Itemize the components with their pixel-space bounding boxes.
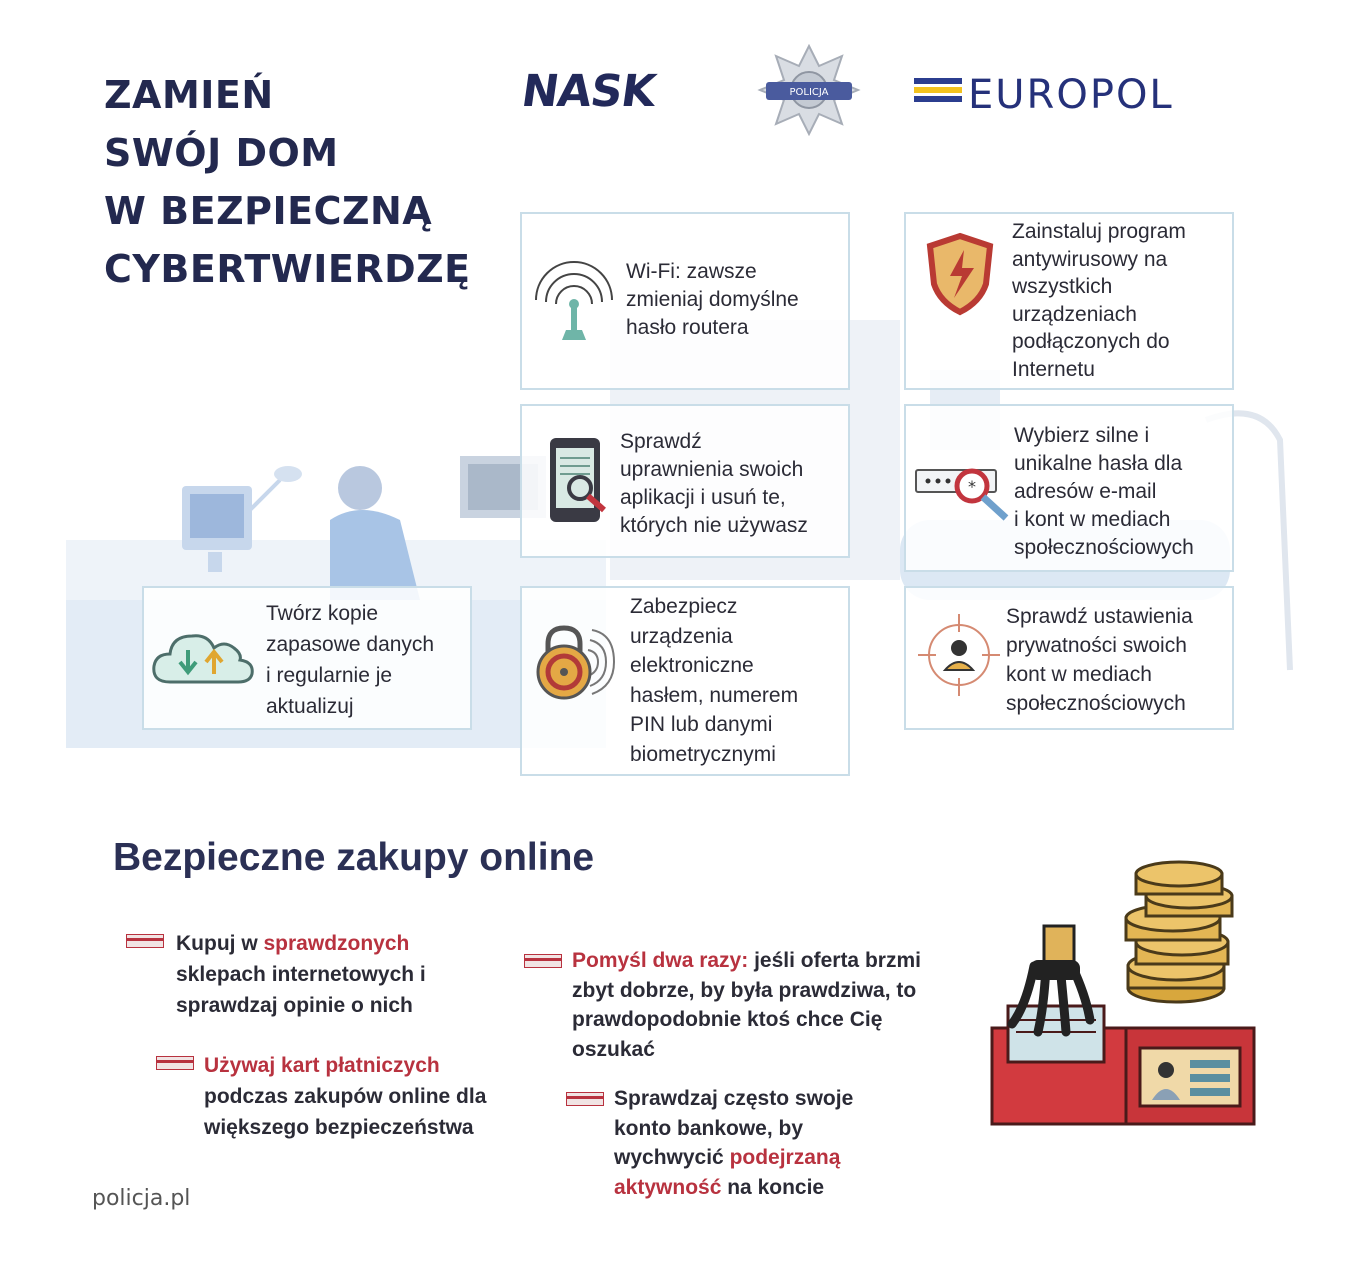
- card-passwords-line-1: Wybierz silne i: [1014, 424, 1150, 447]
- card-permissions-line-2: uprawnienia swoich: [620, 458, 804, 481]
- shopping-section-title: Bezpieczne zakupy online: [113, 836, 595, 879]
- tip-trusted-shops: [176, 928, 426, 1021]
- card-backup-line-4: aktualizuj: [266, 695, 354, 718]
- card-antivirus-line-3: wszystkich: [1012, 275, 1113, 298]
- password-search-icon: [914, 462, 1014, 526]
- target-user-icon: [916, 612, 1002, 698]
- tip-payment-cards: [204, 1050, 486, 1143]
- card-antivirus-line-2: antywirusowy na: [1012, 247, 1168, 271]
- tip4-line-1: Sprawdzaj często swoje: [614, 1087, 854, 1110]
- credit-card-icon: [126, 934, 164, 948]
- card-wifi-line-3: hasło routera: [626, 316, 749, 339]
- europol-logo: EUROPOL: [968, 72, 1174, 118]
- card-privacy-line-2: prywatności swoich: [1006, 634, 1187, 657]
- card-privacy: [904, 586, 1234, 730]
- tip3-line-2: zbyt dobrze, by była prawdziwa, to: [572, 978, 917, 1002]
- tip4-line-2: konto bankowe, by: [614, 1116, 804, 1140]
- card-antivirus-line-5: podłączonych do: [1012, 330, 1170, 353]
- tip1-highlight: sprawdzonych: [263, 932, 410, 955]
- card-passwords-line-3: adresów e-mail: [1014, 480, 1157, 503]
- wallet-coins-illustration: [986, 856, 1262, 1136]
- card-wifi: [520, 212, 850, 390]
- wifi-router-icon: [528, 258, 620, 348]
- tip4-post: na koncie: [721, 1175, 825, 1199]
- card-secure-line-1: Zabezpiecz: [630, 595, 738, 618]
- card-antivirus-line-6: Internetu: [1012, 357, 1095, 381]
- title-line-2: SWÓJ DOM: [104, 131, 339, 175]
- card-permissions-line-3: aplikacji i usuń te,: [620, 486, 786, 509]
- credit-card-icon: [566, 1092, 604, 1106]
- card-secure-line-6: biometrycznymi: [630, 742, 776, 766]
- title-line-1: ZAMIEŃ: [104, 73, 274, 117]
- card-passwords-line-5: społecznościowych: [1014, 536, 1194, 559]
- tip3-line-3: prawdopodobnie ktoś chce Cię: [572, 1008, 883, 1031]
- nask-logo: NASK: [518, 66, 659, 117]
- card-permissions-line-4: których nie używasz: [620, 514, 808, 537]
- tip4-prefix: wychwycić: [614, 1146, 730, 1169]
- card-privacy-line-3: kont w mediach: [1006, 663, 1152, 686]
- shield-icon: [924, 232, 996, 316]
- card-privacy-line-1: Sprawdź ustawienia: [1006, 605, 1193, 628]
- policja-badge-label: POLICJA: [789, 87, 829, 98]
- phone-magnifier-icon: [546, 434, 616, 530]
- footer-source: policja.pl: [92, 1186, 191, 1211]
- lock-fingerprint-icon: [530, 622, 620, 702]
- card-permissions-line-1: Sprawdź: [620, 430, 702, 453]
- card-passwords-line-2: unikalne hasła dla: [1014, 452, 1183, 475]
- svg-text:*: *: [968, 477, 976, 496]
- cloud-sync-icon: [150, 626, 256, 688]
- tip4-highlight-2: aktywność: [614, 1175, 722, 1199]
- card-antivirus-line-4: urządzeniach: [1012, 302, 1137, 326]
- card-secure-line-4: hasłem, numerem: [630, 683, 799, 707]
- card-wifi-line-1: Wi-Fi: zawsze: [626, 260, 757, 283]
- tip2-line-3: większego bezpieczeństwa: [204, 1116, 474, 1139]
- card-passwords: [904, 404, 1234, 572]
- card-antivirus-line-1: Zainstaluj program: [1012, 220, 1186, 243]
- tip-check-account: [614, 1084, 853, 1202]
- card-passwords-line-4: i kont w mediach: [1014, 508, 1171, 531]
- card-wifi-line-2: zmieniaj domyślne: [626, 288, 799, 311]
- card-secure-line-5: PIN lub danymi: [630, 713, 773, 736]
- coin-stack-icon: [1126, 862, 1232, 1002]
- card-secure-line-3: elektroniczne: [630, 654, 754, 677]
- title-line-4: CYBERTWIERDZĘ: [104, 247, 471, 291]
- card-permissions: [520, 404, 850, 558]
- main-title: [104, 66, 471, 298]
- tip3-post: jeśli oferta brzmi: [748, 949, 921, 972]
- credit-card-icon: [156, 1056, 194, 1070]
- card-backup-line-3: i regularnie je: [266, 664, 393, 687]
- title-line-3: W BEZPIECZNĄ: [104, 189, 433, 233]
- card-antivirus: [904, 212, 1234, 390]
- card-backup-line-1: Twórz kopie: [266, 602, 379, 625]
- card-backup-line-2: zapasowe danych: [266, 633, 435, 656]
- tip2-highlight: Używaj kart płatniczych: [204, 1054, 440, 1077]
- tip1-prefix: Kupuj w: [176, 932, 264, 955]
- tip3-highlight: Pomyśl dwa razy:: [572, 949, 749, 972]
- tip1-line-2: sklepach internetowych i: [176, 963, 426, 986]
- card-backup: [142, 586, 472, 730]
- tip3-line-4: oszukać: [572, 1037, 655, 1061]
- tip1-line-3: sprawdzaj opinie o nich: [176, 994, 413, 1017]
- credit-card-icon: [524, 954, 562, 968]
- card-secure-devices: [520, 586, 850, 776]
- card-secure-line-2: urządzenia: [630, 624, 733, 648]
- tip2-line-2: podczas zakupów online dla: [204, 1085, 487, 1108]
- card-privacy-line-4: społecznościowych: [1006, 692, 1186, 715]
- tip-think-twice: [572, 946, 921, 1064]
- tip4-highlight-1: podejrzaną: [729, 1146, 841, 1169]
- europol-emblem-icon: [914, 76, 962, 106]
- policja-star-badge: [756, 44, 862, 136]
